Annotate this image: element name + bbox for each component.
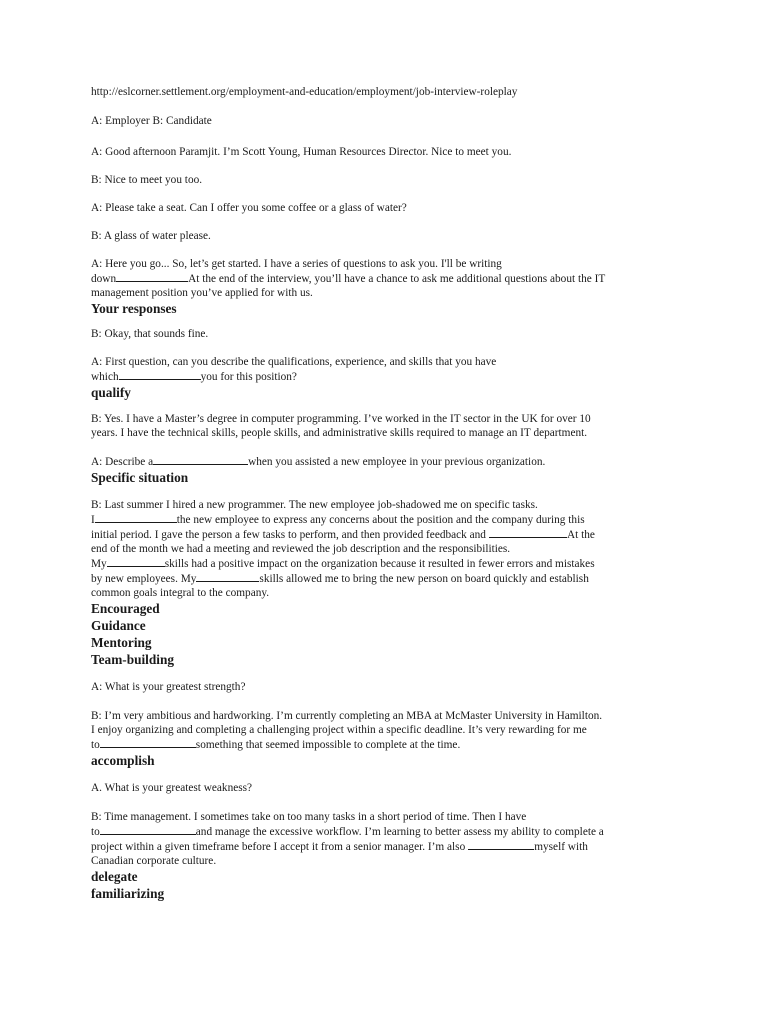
dialogue-paragraph: [91, 810, 691, 868]
fill-in-blank: [116, 271, 188, 282]
text-run: when you assisted a new employee in your previous organization.: [248, 456, 546, 468]
text-run: At the: [566, 529, 595, 541]
document-page: [91, 85, 691, 902]
answer-word: Guidance: [91, 618, 146, 633]
fill-in-blank: [119, 369, 201, 380]
fill-in-blank: [100, 824, 196, 835]
text-run: At the end of the interview, you’ll have a chance to ask me additional questions about the IT: [188, 273, 606, 285]
dialogue-line: A: Please take a seat. Can I offer you some coffee or a glass of water?: [91, 202, 407, 214]
text-run: project within a given timeframe before I accept it from a senior manager. I’m also: [91, 841, 466, 853]
answer-word: Team-building: [91, 652, 175, 667]
fill-in-blank: [153, 454, 248, 465]
paragraph-line: years. I have the technical skills, people skills, and administrative skills required to manage an IT department.: [91, 427, 588, 439]
paragraph-line: B: Last summer I hired a new programmer. The new employee job-shadowed me on specific tasks.: [91, 499, 538, 511]
text-run: I: [91, 514, 95, 526]
paragraph-line: [91, 737, 691, 752]
paragraph-line: [91, 512, 691, 527]
text-run: to: [91, 739, 100, 751]
paragraph-line: B: I’m very ambitious and hardworking. I’m currently completing an MBA at McMaster University in Hamilton.: [91, 710, 603, 722]
answer-word: Encouraged: [91, 601, 160, 616]
paragraph-line: A: Here you go... So, let’s get started. I have a series of questions to ask you. I'll be writing: [91, 258, 502, 270]
dialogue-line: A: What is your greatest strength?: [91, 681, 246, 693]
paragraph-line: Canadian corporate culture.: [91, 855, 217, 867]
dialogue-paragraph: [91, 355, 691, 384]
fill-in-blank: [107, 556, 165, 567]
answer-word: Your responses: [91, 301, 177, 316]
fill-in-blank: [196, 571, 259, 582]
paragraph-line: [91, 369, 691, 384]
answer-word: delegate: [91, 869, 138, 884]
source-url: http://eslcorner.settlement.org/employment-and-education/employment/job-interview-roleplay: [91, 86, 518, 98]
text-run: A: Describe a: [91, 456, 154, 468]
dialogue-line: A: Good afternoon Paramjit. I’m Scott Young, Human Resources Director. Nice to meet you.: [91, 146, 512, 158]
paragraph-line: B: Time management. I sometimes take on too many tasks in a short period of time. Then I have: [91, 811, 527, 823]
dialogue-paragraph: [91, 412, 691, 440]
paragraph-line: end of the month we had a meeting and reviewed the job description and the responsibilities.: [91, 543, 511, 555]
dialogue-line: B: Okay, that sounds fine.: [91, 328, 209, 340]
text-run: the new employee to express any concerns about the position and the company during this: [176, 514, 585, 526]
answer-word: Mentoring: [91, 635, 152, 650]
text-run: by new employees. My: [91, 573, 197, 585]
text-run: to: [91, 826, 100, 838]
text-run: and manage the excessive workflow. I’m learning to better assess my ability to complete a: [195, 826, 604, 838]
fill-in-blank: [95, 512, 177, 523]
dialogue-paragraph: [91, 498, 691, 600]
answer-word: qualify: [91, 385, 131, 400]
answer-word: accomplish: [91, 753, 155, 768]
fill-in-blank: [468, 839, 534, 850]
paragraph-line: management position you’ve applied for with us.: [91, 287, 313, 299]
text-run: myself with: [534, 841, 588, 853]
fill-in-blank: [100, 737, 196, 748]
text-run: something that seemed impossible to complete at the time.: [195, 739, 461, 751]
dialogue-line: B: A glass of water please.: [91, 230, 211, 242]
paragraph-line: A: First question, can you describe the qualifications, experience, and skills that you have: [91, 356, 497, 368]
dialogue-paragraph: [91, 709, 691, 752]
answer-list: [91, 600, 691, 668]
dialogue-line: [91, 454, 691, 469]
paragraph-line: B: Yes. I have a Master’s degree in computer programming. I’ve worked in the IT sector in the UK for over 10: [91, 413, 591, 425]
text-run: you for this position?: [200, 371, 297, 383]
text-run: which: [91, 371, 119, 383]
answer-list: [91, 868, 691, 902]
paragraph-line: [91, 271, 691, 286]
text-run: skills had a positive impact on the organization because it resulted in fewer errors and mistakes: [164, 558, 595, 570]
answer-word: Specific situation: [91, 470, 189, 485]
fill-in-blank: [489, 527, 567, 538]
paragraph-line: common goals integral to the company.: [91, 587, 270, 599]
paragraph-line: [91, 839, 691, 854]
text-run: down: [91, 273, 117, 285]
text-run: initial period. I gave the person a few tasks to perform, and then provided feedback and: [91, 529, 486, 541]
paragraph-line: [91, 824, 691, 839]
dialogue-paragraph: [91, 257, 691, 300]
paragraph-line: I enjoy organizing and completing a challenging project within a specific deadline. It’s very rewarding for me: [91, 724, 587, 736]
paragraph-line: [91, 571, 691, 586]
text-run: My: [91, 558, 107, 570]
paragraph-line: [91, 556, 691, 571]
text-run: skills allowed me to bring the new person on board quickly and establish: [259, 573, 589, 585]
paragraph-line: [91, 527, 691, 542]
answer-word: familiarizing: [91, 886, 165, 901]
roles-line: A: Employer B: Candidate: [91, 115, 212, 127]
dialogue-line: B: Nice to meet you too.: [91, 174, 203, 186]
dialogue-line: A. What is your greatest weakness?: [91, 782, 253, 794]
